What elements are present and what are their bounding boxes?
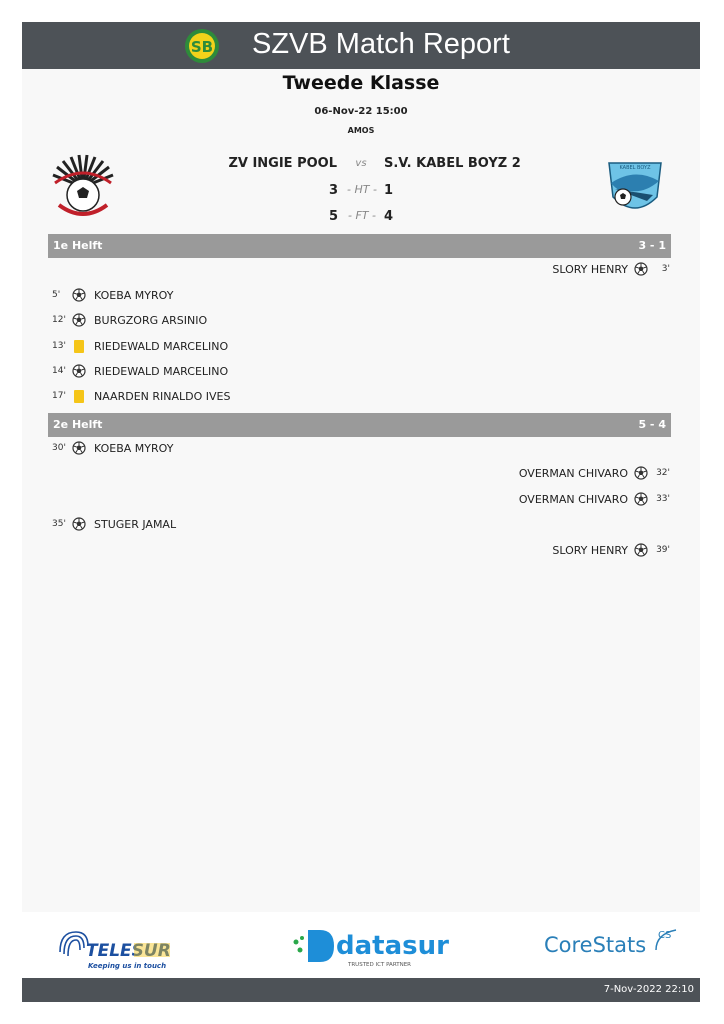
sponsor-strip [22,912,700,978]
home-event-row [52,389,230,407]
home-team-name: ZV INGIE POOL [228,156,337,171]
telesur-wordmark: TELESUR [86,941,171,961]
halftime-home-score: 3 [328,183,338,198]
report-title: SZVB Match Report [252,28,510,60]
goal-icon [72,517,86,531]
goal-icon [72,288,86,302]
home-event-row [52,364,228,382]
telesur-logo-icon [54,922,174,972]
halftime-label: - HT - [347,183,377,196]
fulltime-home-score: 5 [328,209,338,224]
halftime-away-score: 1 [384,183,394,198]
event-player-name: SLORY HENRY [552,262,628,276]
datasur-tagline: TRUSTED ICT PARTNER [348,962,412,968]
goal-icon [634,492,648,506]
event-player-name: BURGZORG ARSINIO [94,313,208,327]
goal-icon [634,466,648,480]
event-player-name: OVERMAN CHIVARO [518,492,628,506]
event-player-name: OVERMAN CHIVARO [518,466,628,480]
half-label: 2e Helft [53,418,103,431]
away-team-logo-icon [601,153,669,221]
goal-icon [72,441,86,455]
datasur-wordmark: datasur [336,931,449,961]
event-minute: 17' [52,391,66,401]
report-header [22,22,700,69]
home-team-logo-icon [49,153,117,221]
away-event-row [519,492,670,510]
report-footer [22,978,700,1002]
home-event-row [52,441,173,459]
match-datetime: 06-Nov-22 15:00 [314,106,408,117]
event-player-name: KOEBA MYROY [94,288,174,302]
event-minute: 13' [52,341,66,351]
match-venue: AMOS [347,126,375,135]
half-label: 1e Helft [53,239,103,252]
event-player-name: NAARDEN RINALDO IVES [94,389,231,403]
generated-timestamp: 7-Nov-2022 22:10 [603,984,694,995]
szvb-logo-icon [180,27,224,65]
match-report-page [22,22,700,1002]
event-minute: 14' [52,366,66,376]
event-minute: 3' [661,264,670,274]
event-minute: 12' [52,315,66,325]
event-minute: 39' [656,545,670,555]
half-score: 3 - 1 [638,239,666,252]
fulltime-label: - FT - [348,209,376,222]
corestats-mark: CS [658,930,672,941]
event-minute: 5' [52,290,61,300]
home-event-row [52,517,176,535]
event-player-name: KOEBA MYROY [94,441,174,455]
half-score: 5 - 4 [638,418,666,431]
league-title: Tweede Klasse [282,72,440,94]
fulltime-away-score: 4 [384,209,394,224]
yellow-card-icon [74,340,84,353]
event-player-name: SLORY HENRY [552,543,628,557]
goal-icon [634,543,648,557]
away-event-row [552,543,670,561]
datasur-logo-icon [290,924,449,968]
away-event-row [519,466,670,484]
event-player-name: STUGER JAMAL [94,517,177,531]
second-half-bar [48,413,671,437]
away-event-row [552,262,670,280]
goal-icon [72,364,86,378]
yellow-card-icon [74,390,84,403]
goal-icon [72,313,86,327]
szvb-logo-text: SB [190,38,214,56]
versus-label: vs [355,158,367,169]
corestats-wordmark: CoreStats [544,933,647,957]
home-event-row [52,313,207,331]
goal-icon [634,262,648,276]
event-minute: 35' [52,519,66,529]
home-event-row [52,339,228,357]
event-player-name: RIEDEWALD MARCELINO [94,364,229,378]
first-half-bar [48,234,671,258]
event-player-name: RIEDEWALD MARCELINO [94,339,229,353]
corestats-logo-icon [542,922,682,962]
event-minute: 32' [656,468,670,478]
telesur-tagline: Keeping us in touch [88,962,167,970]
home-event-row [52,288,173,306]
away-team-name: S.V. KABEL BOYZ 2 [384,156,521,171]
svg-text:KABEL BOYZ: KABEL BOYZ [619,165,651,171]
event-minute: 33' [656,494,670,504]
event-minute: 30' [52,443,66,453]
